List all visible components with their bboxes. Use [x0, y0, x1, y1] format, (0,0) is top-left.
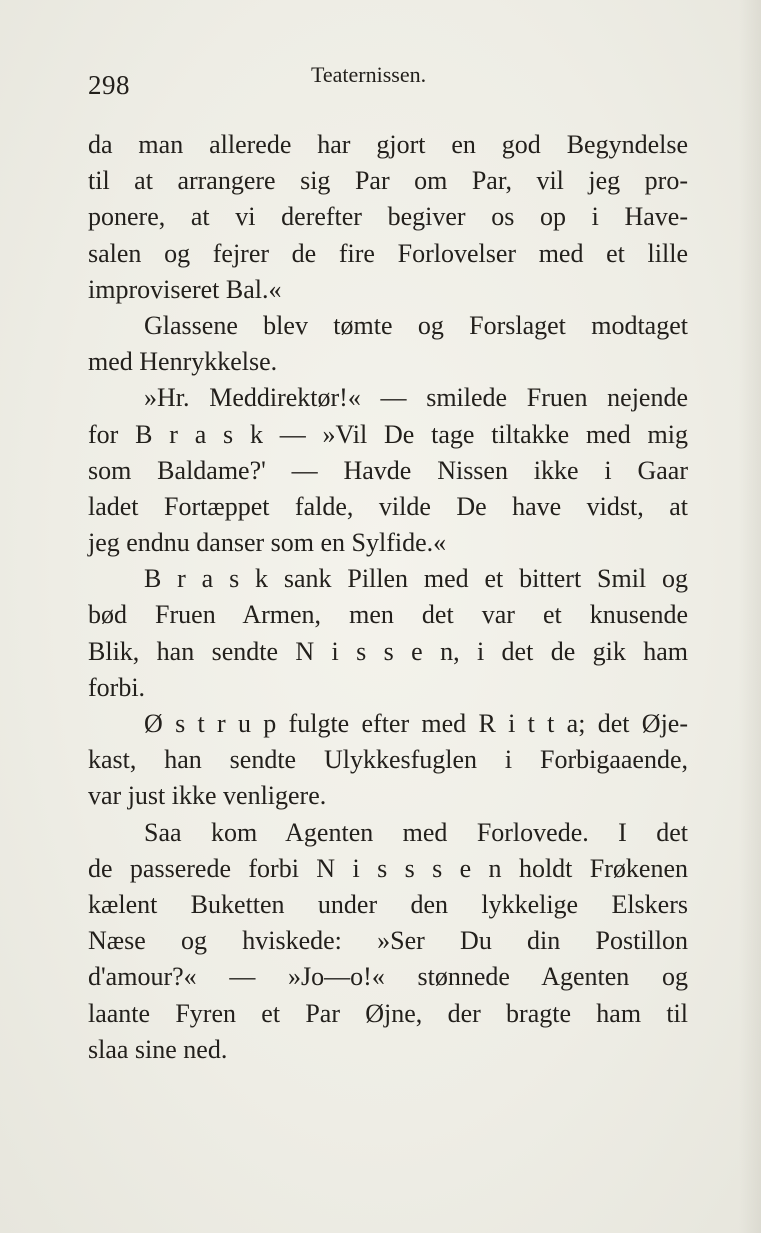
text-line: salen og fejrer de fire Forlovelser med et lille — [88, 238, 688, 268]
page-edge-shadow — [739, 0, 761, 1233]
text-line: da man allerede har gjort en god Begyndelse — [88, 130, 688, 159]
page-number: 298 — [88, 70, 130, 100]
text-line: B r a s k sank Pillen med et bittert Smil og — [144, 564, 688, 594]
text-line: d'amour?« — »Jo—o!« stønnede Agenten og — [88, 962, 688, 992]
text-line: ponere, at vi derefter begiver os op i Have- — [88, 202, 688, 232]
text-line: slaa sine ned. — [88, 1034, 228, 1064]
page-header — [88, 60, 688, 100]
text-line: var just ikke venligere. — [88, 781, 327, 811]
text-line: Ø s t r u p fulgte efter med R i t t a; det Øje- — [144, 709, 688, 738]
text-line: kælent Buketten under den lykkelige Elskers — [88, 889, 688, 919]
text-line: laante Fyren et Par Øjne, der bragte ham til — [88, 998, 688, 1028]
body-text — [88, 127, 688, 1068]
text-line: for B r a s k — »Vil De tage tiltakke med mig — [88, 419, 688, 449]
text-line: Næse og hviskede: »Ser Du din Postillon — [88, 926, 688, 956]
text-line: som Baldame?' — Havde Nissen ikke i Gaar — [88, 455, 688, 485]
text-line: »Hr. Meddirektør!« — smilede Fruen nejende — [144, 383, 688, 413]
running-title: Teaternissen. — [311, 62, 427, 87]
text-line: Blik, han sendte N i s s e n, i det de gik ham — [88, 636, 688, 666]
text-line: forbi. — [88, 672, 146, 702]
text-line: improviseret Bal.« — [88, 274, 282, 304]
text-line: Glassene blev tømte og Forslaget modtaget — [144, 310, 688, 340]
text-line: jeg endnu danser som en Sylfide.« — [88, 528, 447, 558]
text-line: med Henrykkelse. — [88, 347, 278, 377]
text-line: til at arrangere sig Par om Par, vil jeg pro- — [88, 166, 688, 196]
text-line: de passerede forbi N i s s s e n holdt Frøkenen — [88, 853, 688, 883]
text-line: kast, han sendte Ulykkesfuglen i Forbigaaende, — [88, 745, 688, 775]
text-line: ladet Fortæppet falde, vilde De have vidst, at — [88, 491, 688, 521]
text-line: Saa kom Agenten med Forlovede. I det — [144, 817, 688, 847]
text-line: bød Fruen Armen, men det var et knusende — [88, 600, 688, 630]
